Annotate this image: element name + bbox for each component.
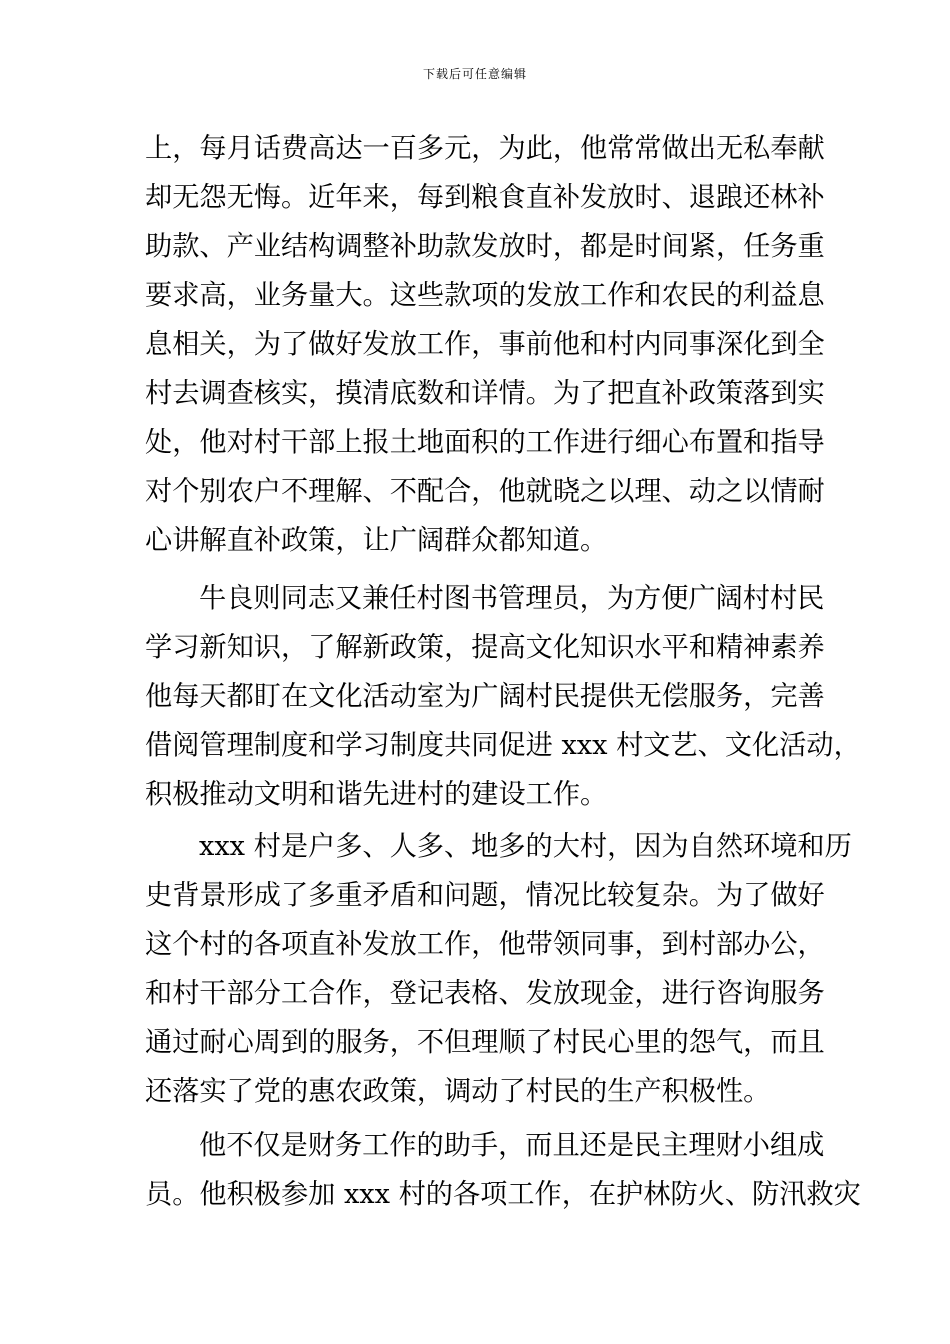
page-header: 下载后可任意编辑 bbox=[422, 67, 527, 81]
text-line: 和村干部分工合作，登记表格、发放现金，进行咨询服务 bbox=[145, 978, 825, 1009]
text-line: 村去调查核实，摸清底数和详情。为了把直补政策落到实 bbox=[145, 378, 825, 409]
text-line: 还落实了党的惠农政策，调动了村民的生产积极性。 bbox=[145, 1076, 771, 1107]
text-line: 这个村的各项直补发放工作，他带领同事，到村部办公， bbox=[145, 929, 825, 960]
text-line: 借阅管理制度和学习制度共同促进 xxx 村文艺、文化活动， bbox=[145, 730, 861, 761]
text-line: 员。他积极参加 xxx 村的各项工作，在护林防火、防汛救灾 bbox=[145, 1179, 861, 1210]
text-line: 心讲解直补政策，让广阔群众都知道。 bbox=[145, 525, 608, 556]
text-line: 助款、产业结构调整补助款发放时，都是时间紧，任务重 bbox=[145, 231, 825, 262]
text-line: 对个别农户不理解、不配合，他就晓之以理、动之以情耐 bbox=[145, 476, 825, 507]
paragraph-first-line: 他不仅是财务工作的助手，而且还是民主理财小组成 bbox=[199, 1130, 825, 1161]
text-line: 学习新知识，了解新政策，提高文化知识水平和精神素养 bbox=[145, 632, 825, 663]
paragraph-first-line: 牛良则同志又兼任村图书管理员，为方便广阔村村民 bbox=[199, 583, 825, 614]
text-line: 处，他对村干部上报土地面积的工作进行细心布置和指导 bbox=[145, 427, 825, 458]
text-line: 要求高，业务量大。这些款项的发放工作和农民的利益息 bbox=[145, 280, 825, 311]
text-line: 积极推动文明和谐先进村的建设工作。 bbox=[145, 779, 608, 810]
text-line: 他每天都盯在文化活动室为广阔村民提供无偿服务，完善 bbox=[145, 681, 825, 712]
text-line: 上，每月话费高达一百多元，为此，他常常做出无私奉献 bbox=[145, 133, 825, 164]
text-line: 史背景形成了多重矛盾和问题，情况比较复杂。为了做好 bbox=[145, 880, 825, 911]
text-line: 通过耐心周到的服务，不但理顺了村民心里的怨气，而且 bbox=[145, 1027, 825, 1058]
paragraph-first-line: xxx 村是户多、人多、地多的大村，因为自然环境和历 bbox=[199, 831, 852, 862]
text-line: 息相关，为了做好发放工作，事前他和村内同事深化到全 bbox=[145, 329, 825, 360]
text-line: 却无怨无悔。近年来，每到粮食直补发放时、退踉还林补 bbox=[145, 182, 825, 213]
